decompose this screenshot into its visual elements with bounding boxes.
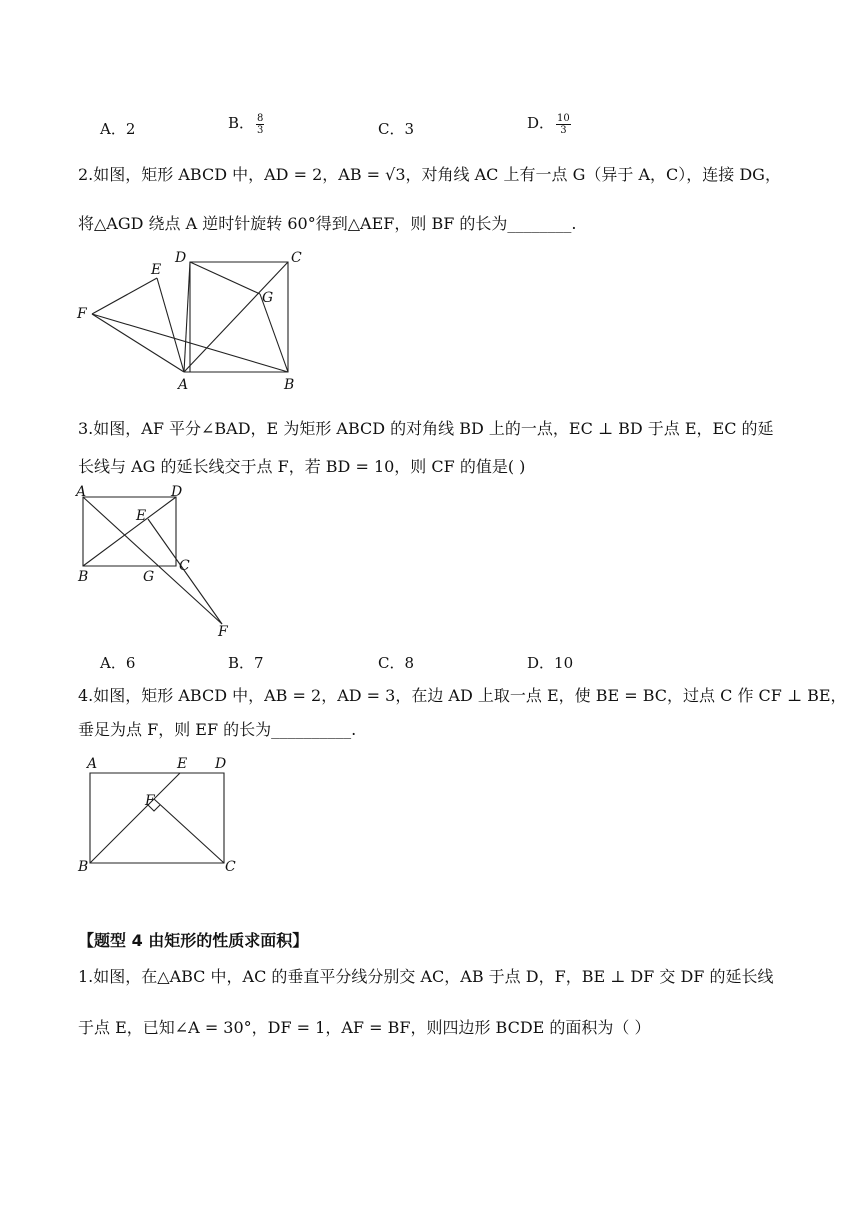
q2-label-d: D [175, 250, 187, 266]
q2-text-line1: 2.如图，矩形 ABCD 中，AD = 2，AB = √3，对角线 AC 上有一点 G（异于 A，C），连接 DG， [78, 165, 781, 184]
q1-option-b-numerator: 8 [257, 112, 264, 124]
q3-option-c: C．8 [378, 654, 415, 672]
q3-label-g: G [143, 569, 155, 585]
q3-label-c: C [179, 558, 190, 574]
q3-segment-af [83, 497, 222, 624]
q3-text-line2: 长线与 AG 的延长线交于点 F，若 BD = 10，则 CF 的值是( ) [78, 457, 526, 476]
q2-label-e: E [151, 262, 162, 278]
q3-option-a: A．6 [100, 654, 136, 672]
q2-text-line2: 将△AGD 绕点 A 逆时针旋转 60°得到△AEF，则 BF 的长为________. [78, 214, 577, 233]
q1-option-a: A．2 [100, 120, 136, 138]
q3-label-d: D [171, 484, 183, 500]
q1-option-c: C．3 [378, 120, 415, 138]
q2-label-f: F [77, 306, 87, 322]
q2-label-g: G [262, 290, 274, 306]
q4-segment-be [90, 773, 180, 863]
q3-label-e: E [136, 508, 147, 524]
q3-label-a: A [76, 484, 87, 500]
q4-label-a: A [87, 756, 98, 772]
q4-text-line2: 垂足为点 F，则 EF 的长为__________. [78, 720, 357, 739]
q2-segment-dg [190, 262, 260, 294]
q3-label-b: B [78, 569, 89, 585]
q1-option-d-numerator: 10 [557, 112, 570, 124]
q3-text-line1: 3.如图，AF 平分∠BAD，E 为矩形 ABCD 的对角线 BD 上的一点，EC ⊥ BD 于点 E，EC 的延 [78, 419, 774, 438]
q4-rectangle [90, 773, 224, 863]
q4-label-e: E [177, 756, 188, 772]
q2-label-c: C [291, 250, 302, 266]
q1-option-d-prefix: D． [527, 114, 555, 132]
q2-rectangle [190, 262, 288, 372]
q2-segment-fe [92, 278, 157, 314]
q2-diagonal-ac [184, 262, 288, 372]
q4-label-f: F [145, 793, 155, 809]
q4-segment-fc [154, 799, 224, 863]
q2-segment-da [184, 262, 190, 372]
q4-label-d: D [215, 756, 227, 772]
q3-option-b: B．7 [228, 654, 264, 672]
section-q1-text-line2: 于点 E，已知∠A = 30°，DF = 1，AF = BF，则四边形 BCDE 的面积为（ ） [78, 1018, 651, 1037]
q1-option-b-denominator: 3 [257, 124, 264, 136]
q1-option-b-prefix: B． [228, 114, 255, 132]
q4-label-c: C [225, 859, 236, 875]
q3-option-d: D．10 [527, 654, 574, 672]
q1-option-d-denominator: 3 [560, 124, 567, 136]
section-q1-text-line1: 1.如图，在△ABC 中，AC 的垂直平分线分别交 AC，AB 于点 D，F，BE ⊥ DF 交 DF 的延长线 [78, 967, 774, 986]
section-heading: 【题型 4 由矩形的性质求面积】 [78, 931, 309, 950]
q3-label-f: F [218, 624, 228, 640]
q2-label-b: B [284, 377, 295, 393]
q2-label-a: A [178, 377, 189, 393]
q4-text-line1: 4.如图，矩形 ABCD 中，AB = 2，AD = 3，在边 AD 上取一点 E，使 BE = BC，过点 C 作 CF ⊥ BE， [78, 686, 847, 705]
q3-diagonal-bd [83, 497, 176, 566]
q4-label-b: B [78, 859, 89, 875]
